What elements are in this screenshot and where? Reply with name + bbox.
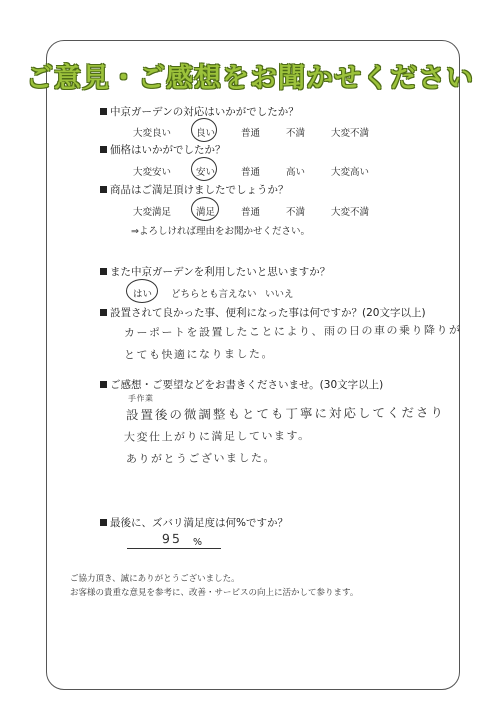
q4-option-1[interactable]: はい bbox=[133, 289, 153, 300]
question-3 bbox=[100, 182, 289, 197]
q2-selected-circle bbox=[191, 157, 217, 181]
bullet-square-icon bbox=[100, 519, 107, 526]
q3-option-4[interactable]: 不満 bbox=[286, 207, 306, 218]
q1-option-5[interactable]: 大変不満 bbox=[331, 128, 370, 139]
q3-reason-note: ⇒よろしければ理由をお聞かせください。 bbox=[131, 226, 310, 237]
q3-selected-circle bbox=[191, 197, 219, 221]
question-1-text: 中京ガーデンの対応はいかがでしたか？ bbox=[110, 106, 299, 118]
q5-answer-line-1: カーポートを設置したことにより、雨の日の車の乗り降りが bbox=[123, 323, 462, 340]
q6-answer-annotation: 手作業 bbox=[127, 393, 154, 404]
q3-option-1[interactable]: 大変満足 bbox=[133, 207, 172, 218]
question-5-text: 設置されて良かった事、便利になった事は何ですか？(20文字以上) bbox=[110, 307, 426, 319]
q7-answer-value: 95 bbox=[161, 530, 182, 547]
bullet-square-icon bbox=[100, 381, 107, 388]
q4-option-3[interactable]: いいえ bbox=[265, 289, 294, 300]
q7-answer-underline bbox=[127, 548, 221, 549]
question-4 bbox=[100, 264, 330, 279]
bullet-square-icon bbox=[100, 146, 107, 153]
question-2 bbox=[100, 142, 226, 157]
q6-answer-line-2: 大変仕上がりに満足しています。 bbox=[123, 429, 311, 444]
question-7 bbox=[100, 515, 288, 530]
q3-option-3[interactable]: 普通 bbox=[241, 207, 261, 218]
q7-percent-unit: % bbox=[193, 537, 203, 548]
q6-answer-line-3: ありがとうございました。 bbox=[125, 451, 277, 466]
q2-option-5[interactable]: 大変高い bbox=[331, 167, 370, 178]
q3-option-2[interactable]: 満足 bbox=[196, 207, 216, 218]
q1-option-4[interactable]: 不満 bbox=[286, 128, 306, 139]
survey-title: ご意見・ご感想をお聞かせください bbox=[26, 63, 474, 94]
q5-answer-line-2: とても快適になりました。 bbox=[123, 347, 275, 362]
bullet-square-icon bbox=[100, 108, 107, 115]
q4-selected-circle bbox=[126, 279, 158, 303]
question-3-text: 商品はご満足頂けましたでしょうか？ bbox=[110, 184, 289, 196]
bullet-square-icon bbox=[100, 309, 107, 316]
question-7-text: 最後に、ズバリ満足度は何%ですか？ bbox=[110, 517, 288, 529]
footer-line-2: お客様の貴重な意見を参考に、改善・サービスの向上に活かして参ります。 bbox=[70, 588, 359, 598]
bullet-square-icon bbox=[100, 186, 107, 193]
question-6 bbox=[100, 377, 383, 392]
q4-option-2[interactable]: どちらとも言えない bbox=[171, 289, 257, 300]
question-6-text: ご感想・ご要望などをお書きくださいませ。(30文字以上) bbox=[110, 379, 384, 391]
footer-line-1: ご協力頂き、誠にありがとうございました。 bbox=[70, 574, 240, 584]
q1-selected-circle bbox=[191, 118, 217, 142]
q1-option-3[interactable]: 普通 bbox=[241, 128, 261, 139]
question-2-text: 価格はいかがでしたか？ bbox=[110, 144, 226, 156]
question-1 bbox=[100, 104, 299, 119]
q3-option-5[interactable]: 大変不満 bbox=[331, 207, 370, 218]
q2-option-3[interactable]: 普通 bbox=[241, 167, 261, 178]
q1-option-2[interactable]: 良い bbox=[196, 128, 216, 139]
bullet-square-icon bbox=[100, 268, 107, 275]
q2-option-4[interactable]: 高い bbox=[286, 167, 306, 178]
q2-option-1[interactable]: 大変安い bbox=[133, 167, 172, 178]
q1-option-1[interactable]: 大変良い bbox=[133, 128, 172, 139]
q6-answer-line-1: 設置後の微調整もとても丁寧に対応してくださり bbox=[125, 404, 446, 423]
q2-option-2[interactable]: 安い bbox=[196, 167, 216, 178]
question-5 bbox=[100, 305, 426, 320]
question-4-text: また中京ガーデンを利用したいと思いますか？ bbox=[110, 266, 331, 278]
